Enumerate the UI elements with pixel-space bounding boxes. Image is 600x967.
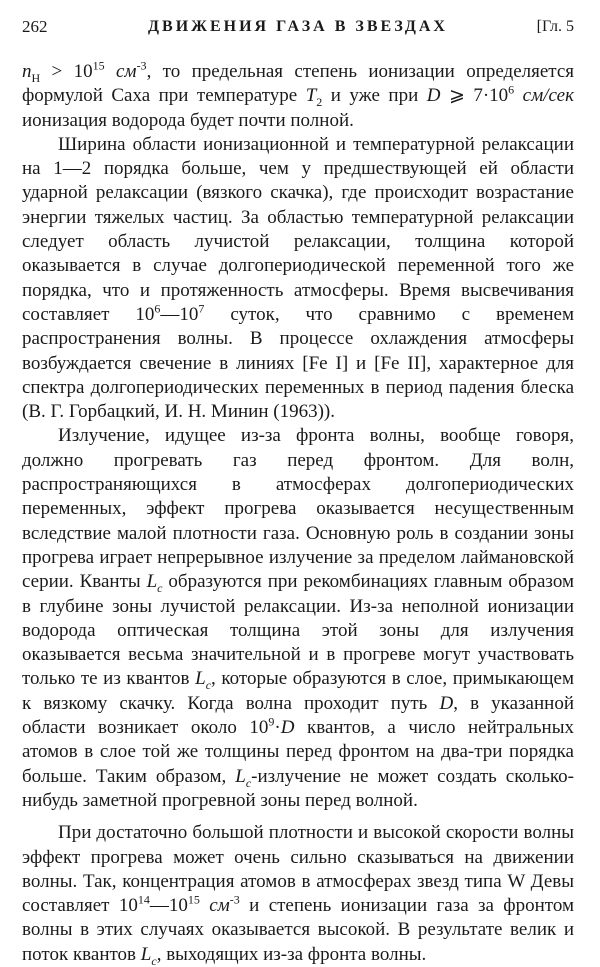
paragraph-3: Излучение, идущее из-за фронта волны, вообще говоря, должно прогревать газ перед фронтом. Для волн, распространяющихся в атмосферах долгопериодических переменных, эффект прогрева оказывается несущественным вследствие малой плотности газа. Основную роль в создании зоны прогрева играет непрерывное излучение за пределом лаймановской серии. Кванты $L_c$ образуются при рекомбинациях главным образом в глубине зоны лучистой релаксации. Из-за неполной ионизации водорода оптическая толщина этой зоны для излучения оказывается весьма значительной и в прогреве могут участвовать только те из квантов $L_c$, которые образуются в слое, примыкающем к вязкому скачку. Когда волна проходит путь D, в указанной области возникает около $10^9\cdot D$ квантов, а число нейтральных атомов в слое той же толщины перед фронтом на два-три порядка больше. Таким образом, $L_c$-излучение не может создать сколько-нибудь заметной прогревной зоны перед волной.: [22, 425, 575, 811]
paragraph-2: Ширина области ионизационной и температурной релаксации на 1—2 порядка больше, чем у предшествующей ей области ударной релаксации (вязкого скачка), где происходит возрастание энергии тяжелых частиц. За областью температурной релаксации следует область лучистой релаксации, толщина которой оказывается в случае долгопериодической переменной того же порядка, что и протяженность атмосферы. Время высвечивания составляет $10^6—10^7$ суток, что сравнимо с временем распространения волны. В процессе охлаждения атмосферы возбуждается свечение в линиях [Fe I] и [Fe II], характерное для спектра долгопериодических переменных в период падения блеска (В. Г. Горбацкий, И. Н. Минин (1963)).: [22, 133, 574, 423]
paragraph-1: $n_H > 10^{15}$ $см^{-3}$, то предельная степень ионизации определяется формулой Саха при температуре $T_2$ и уже при D ⩾ $7\cdot 10^6$ см/сек ионизация водорода будет почти полной.: [22, 58, 575, 131]
page-number: 262: [22, 17, 48, 36]
running-header: [22, 14, 574, 40]
paragraph-4: При достаточно большой плотности и высокой скорости волны эффект прогрева может очень сильно сказываться на движении волны. Так, концентрация атомов в атмосферах звезд типа W Девы составляет $10^{14}—10^{15}$ $см^{-3}$ и степень ионизации газа за фронтом волны в этих случаях оказывается высокой. В результате велик и поток квантов $L_c$, выходящих из-за фронта волны.: [22, 822, 575, 967]
body-text: [22, 60, 574, 967]
chapter-label: [Гл. 5: [536, 18, 574, 35]
running-title: ДВИЖЕНИЯ ГАЗА В ЗВЕЗДАХ: [148, 18, 448, 35]
